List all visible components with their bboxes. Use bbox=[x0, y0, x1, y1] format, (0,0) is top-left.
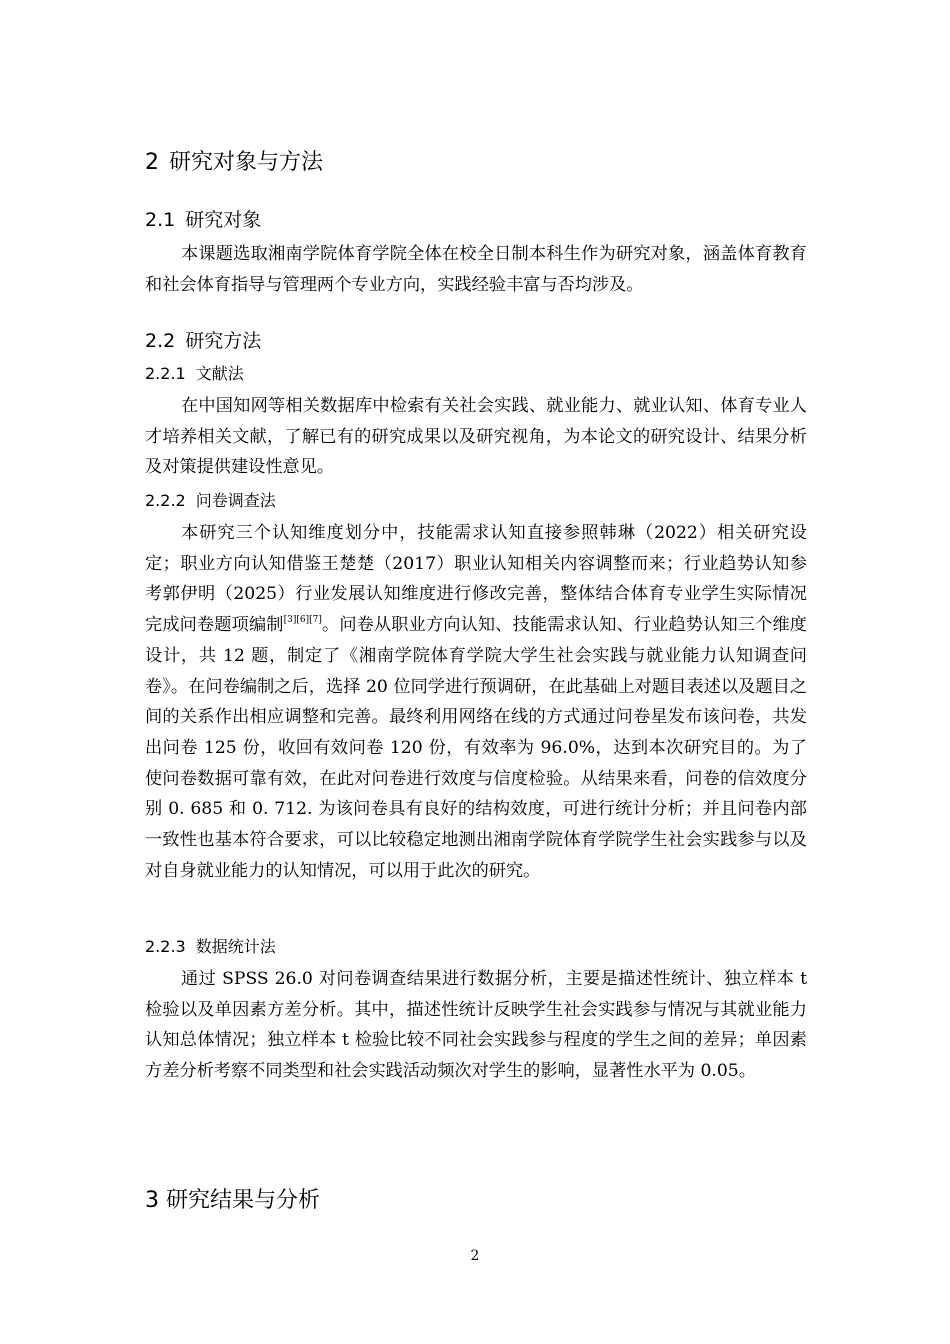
section-title: 研究对象与方法 bbox=[169, 150, 324, 175]
section-number: 2 bbox=[145, 150, 159, 175]
section-title: 研究对象 bbox=[185, 209, 262, 231]
section-2-heading bbox=[145, 148, 323, 178]
section-2-2-2-heading bbox=[145, 489, 276, 513]
section-number: 2.1 bbox=[145, 209, 176, 231]
section-title: 问卷调查法 bbox=[195, 491, 276, 510]
section-2-2-heading bbox=[145, 327, 261, 355]
section-title: 研究方法 bbox=[185, 330, 262, 352]
section-2-1-heading bbox=[145, 206, 261, 234]
section-number: 2.2.1 bbox=[145, 364, 186, 383]
paragraph-text: 本研究三个认知维度划分中，技能需求认知直接参照韩琳（2022）相关研究设定；职业方向认知借鉴王楚楚（2017）职业认知相关内容调整而来；行业趋势认知参考郭伊明（2025）行业发展认知维度进行修改完善，整体结合体育专业学生实际情况完成问卷题项编制 bbox=[145, 523, 807, 636]
page-number: 2 bbox=[470, 1248, 480, 1264]
section-2-2-3-heading bbox=[145, 935, 276, 959]
paragraph-research-object: 本课题选取湘南学院体育学院全体在校全日制本科生作为研究对象，涵盖体育教育和社会体育指导与管理两个专业方向，实践经验丰富与否均涉及。 bbox=[145, 244, 807, 295]
paragraph-statistics-method: 通过 SPSS 26.0 对问卷调查结果进行数据分析，主要是描述性统计、独立样本 t 检验以及单因素方差分析。其中，描述性统计反映学生社会实践参与情况与其就业能力认知总体情况；独立样本 t 检验比较不同社会实践参与程度的学生之间的差异；单因素方差分析考察不同类型和社会实践活动频次对学生的影响，显著性水平为 0.05。 bbox=[145, 969, 807, 1082]
section-title: 文献法 bbox=[195, 364, 244, 383]
section-number: 2.2.2 bbox=[145, 491, 186, 510]
section-title: 数据统计法 bbox=[195, 937, 276, 956]
citation-reference: [3][6][7] bbox=[283, 615, 322, 626]
section-number: 2.2 bbox=[145, 330, 176, 352]
paragraph-text: 。问卷从职业方向认知、技能需求认知、行业趋势认知三个维度设计，共 12 题，制定了《湘南学院体育学院大学生社会实践与就业能力认知调查问卷》。在问卷编制之后，选择 20 位同学进行预调研，在此基础上对题目表述以及题目之间的关系作出相应调整和完善。最终利用网络在线的方式通过问卷星发布该问卷，共发出问卷 125 份，收回有效问卷 120 份，有效率为 96.0%，达到本次研究目的。为了使问卷数据可靠有效，在此对问卷进行效度与信度检验。从结果来看，问卷的信效度分别 0. 685 和 0. 712. 为该问卷具有良好的结构效度，可进行统计分析；并且问卷内部一致性也基本符合要求，可以比较稳定地测出湘南学院体育学院学生社会实践参与以及对自身就业能力的认知情况，可以用于此次的研究。 bbox=[145, 615, 807, 881]
paragraph-literature-method: 在中国知网等相关数据库中检索有关社会实践、就业能力、就业认知、体育专业人才培养相关文献，了解已有的研究成果以及研究视角，为本论文的研究设计、结果分析及对策提供建设性意见。 bbox=[145, 396, 807, 478]
section-number: 2.2.3 bbox=[145, 937, 186, 956]
section-2-2-1-heading bbox=[145, 362, 244, 386]
paragraph-questionnaire-method bbox=[145, 518, 807, 886]
section-3-heading: 3 研究结果与分析 bbox=[145, 1188, 320, 1213]
